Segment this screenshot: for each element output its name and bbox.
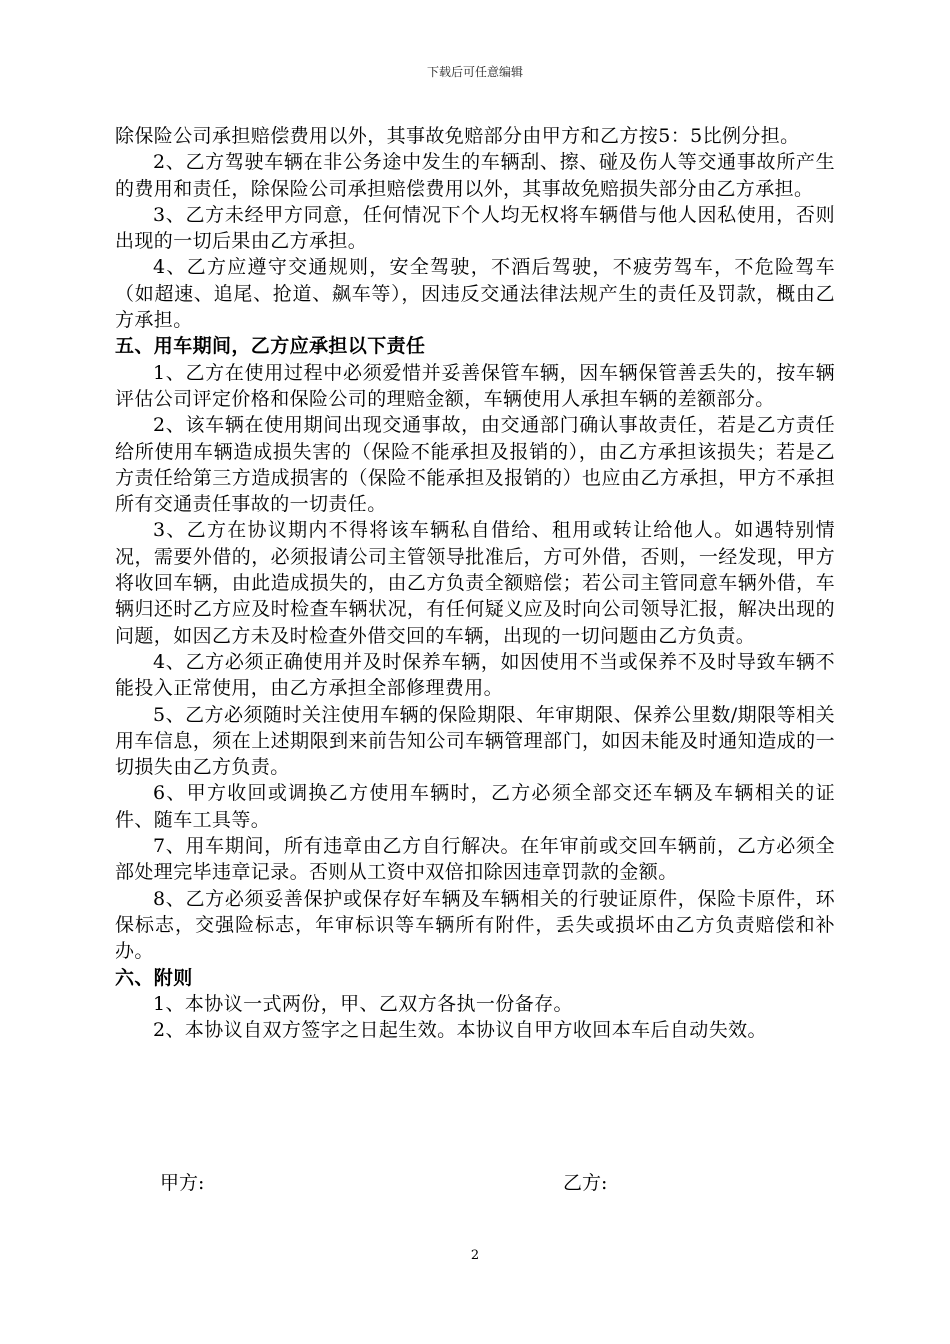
paragraph: 8、乙方必须妥善保护或保存好车辆及车辆相关的行驶证原件，保险卡原件，环保标志，交强险标志，年审标识等车辆所有附件，丢失或损坏由乙方负责赔偿和补办。 <box>115 887 835 963</box>
paragraph: 6、甲方收回或调换乙方使用车辆时，乙方必须全部交还车辆及车辆相关的证件、随车工具等。 <box>115 782 835 831</box>
section-heading: 五、用车期间，乙方应承担以下责任 <box>115 335 426 358</box>
paragraph: 2、本协议自双方签字之日起生效。本协议自甲方收回本车后自动失效。 <box>153 1019 767 1042</box>
paragraph: 7、用车期间，所有违章由乙方自行解决。在年审前或交回车辆前，乙方必须全部处理完毕违章记录。否则从工资中双倍扣除因违章罚款的金额。 <box>115 835 835 884</box>
section-heading: 六、附则 <box>115 966 193 989</box>
paragraph: 3、乙方未经甲方同意，任何情况下个人均无权将车辆借与他人因私使用，否则出现的一切后果由乙方承担。 <box>115 203 835 253</box>
paragraph: 2、该车辆在使用期间出现交通事故，由交通部门确认事故责任，若是乙方责任给所使用车辆造成损失害的（保险不能承担及报销的），由乙方承担该损失；若是乙方责任给第三方造成损害的（保险不能承担及报销的）也应由乙方承担，甲方不承担所有交通责任事故的一切责任。 <box>115 414 835 516</box>
paragraph: 4、乙方必须正确使用并及时保养车辆，如因使用不当或保养不及时导致车辆不能投入正常使用，由乙方承担全部修理费用。 <box>115 650 835 700</box>
party-a-signature-label: 甲方: <box>160 1172 205 1194</box>
document-body <box>115 123 835 1043</box>
paragraph: 1、乙方在使用过程中必须爱惜并妥善保管车辆，因车辆保管善丢失的，按车辆评估公司评定价格和保险公司的理赔金额，车辆使用人承担车辆的差额部分。 <box>115 361 835 410</box>
page-header <box>0 64 950 80</box>
paragraph: 除保险公司承担赔偿费用以外，其事故免赔部分由甲方和乙方按5：5比例分担。 <box>115 125 800 147</box>
signature-block <box>0 1170 950 1200</box>
paragraph: 1、本协议一式两份，甲、乙双方各执一份备存。 <box>153 992 573 1015</box>
paragraph: 2、乙方驾驶车辆在非公务途中发生的车辆刮、擦、碰及伤人等交通事故所产生的费用和责任，除保险公司承担赔偿费用以外，其事故免赔损失部分由乙方承担。 <box>115 151 835 200</box>
header-text: 下载后可任意编辑 <box>426 65 523 79</box>
party-b-signature-label: 乙方: <box>563 1172 608 1194</box>
paragraph: 5、乙方必须随时关注使用车辆的保险期限、年审期限、保养公里数/期限等相关用车信息，须在上述期限到来前告知公司车辆管理部门，如因未能及时通知造成的一切损失由乙方负责。 <box>115 703 835 779</box>
page-number <box>0 1248 950 1264</box>
paragraph: 4、乙方应遵守交通规则，安全驾驶，不酒后驾驶，不疲劳驾车，不危险驾车（如超速、追尾、抢道、飙车等），因违反交通法律法规产生的责任及罚款，概由乙方承担。 <box>115 256 835 332</box>
paragraph: 3、乙方在协议期内不得将该车辆私自借给、租用或转让给他人。如遇特别情况，需要外借的，必须报请公司主管领导批准后，方可外借，否则，一经发现，甲方将收回车辆，由此造成损失的，由乙方负责全额赔偿；若公司主管同意车辆外借，车辆归还时乙方应及时检查车辆状况，有任何疑义应及时向公司领导汇报，解决出现的问题，如因乙方未及时检查外借交回的车辆，出现的一切问题由乙方负责。 <box>115 519 835 647</box>
page-number-text: 2 <box>470 1248 480 1263</box>
